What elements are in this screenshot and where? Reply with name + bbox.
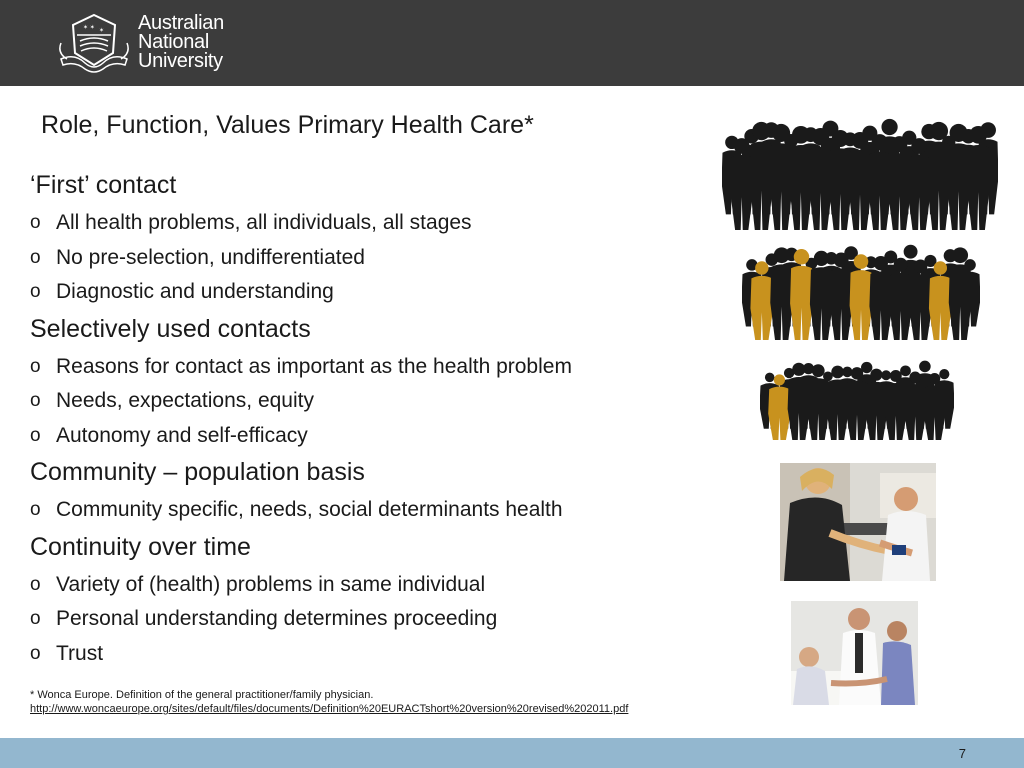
- bullet-text: Variety of (health) problems in same individual: [56, 572, 486, 596]
- university-name-line: University: [138, 50, 223, 72]
- footnote: [30, 688, 628, 716]
- bullet-text: All health problems, all individuals, all stages: [56, 211, 472, 234]
- section-heading: ‘First’ contact: [30, 171, 177, 199]
- blood-pressure-consultation-photo: [780, 463, 936, 581]
- list-item: [30, 602, 710, 637]
- list-item: [30, 637, 710, 672]
- bullet-list: [30, 493, 710, 528]
- university-name-line: Australian: [138, 12, 224, 34]
- university-name: [138, 14, 224, 71]
- bullet-text: Autonomy and self-efficacy: [56, 423, 308, 447]
- svg-text:✶: ✶: [99, 28, 105, 34]
- bullet-list: [30, 568, 710, 672]
- hospital-bedside-photo: [791, 601, 918, 705]
- university-name-line: National: [138, 31, 209, 53]
- list-item: [30, 350, 710, 385]
- list-item: [30, 275, 710, 310]
- bullet-marker: o: [30, 390, 41, 411]
- slide-title: Role, Function, Values Primary Health Care*: [41, 111, 534, 139]
- list-item: [30, 568, 710, 603]
- bullet-text: No pre-selection, undifferentiated: [56, 245, 365, 269]
- bullet-marker: o: [30, 424, 41, 446]
- footnote-text: * Wonca Europe. Definition of the general practitioner/family physician.: [30, 689, 374, 701]
- list-item: [30, 384, 710, 419]
- section-heading: Community – population basis: [30, 458, 365, 486]
- list-item: [30, 419, 710, 454]
- slide-content: [30, 170, 710, 675]
- bullet-list: [30, 206, 710, 310]
- bullet-text: Community specific, needs, social determinants health: [56, 498, 563, 521]
- section-first-contact: [30, 170, 710, 310]
- bullet-text: Personal understanding determines proceeding: [56, 607, 498, 630]
- anu-crest-logo: [55, 13, 133, 75]
- bullet-marker: o: [30, 355, 41, 377]
- bullet-text: Needs, expectations, equity: [56, 389, 314, 412]
- reference-link[interactable]: http://www.woncaeurope.org/sites/default/files/documents/Definition%20EURACTshort%20version%20revised%202011.pdf: [30, 703, 629, 715]
- bullet-marker: o: [30, 212, 41, 233]
- bullet-text: Diagnostic and understanding: [56, 280, 334, 303]
- bullet-text: Trust: [56, 641, 104, 665]
- bullet-marker: o: [30, 608, 41, 629]
- bullet-marker: o: [30, 573, 41, 595]
- footer-bar: [0, 738, 1024, 768]
- section-selectively-used: [30, 314, 710, 454]
- bullet-marker: o: [30, 499, 41, 520]
- section-heading: Continuity over time: [30, 532, 251, 561]
- list-item: [30, 493, 710, 528]
- crowd-some-highlighted-image: [742, 244, 980, 340]
- page-number: 7: [958, 746, 966, 761]
- list-item: [30, 206, 710, 241]
- bullet-marker: o: [30, 642, 41, 664]
- section-continuity: [30, 532, 710, 672]
- section-community: [30, 457, 710, 528]
- crowd-all-black-image: [722, 118, 998, 230]
- section-heading: Selectively used contacts: [30, 314, 311, 343]
- header-bar: [0, 0, 1024, 86]
- svg-text:✶ ✶: ✶ ✶: [83, 25, 95, 31]
- list-item: [30, 241, 710, 276]
- bullet-marker: o: [30, 246, 41, 268]
- bullet-text: Reasons for contact as important as the health problem: [56, 354, 572, 378]
- crowd-few-highlighted-image: [760, 360, 954, 440]
- bullet-marker: o: [30, 281, 41, 302]
- bullet-list: [30, 350, 710, 454]
